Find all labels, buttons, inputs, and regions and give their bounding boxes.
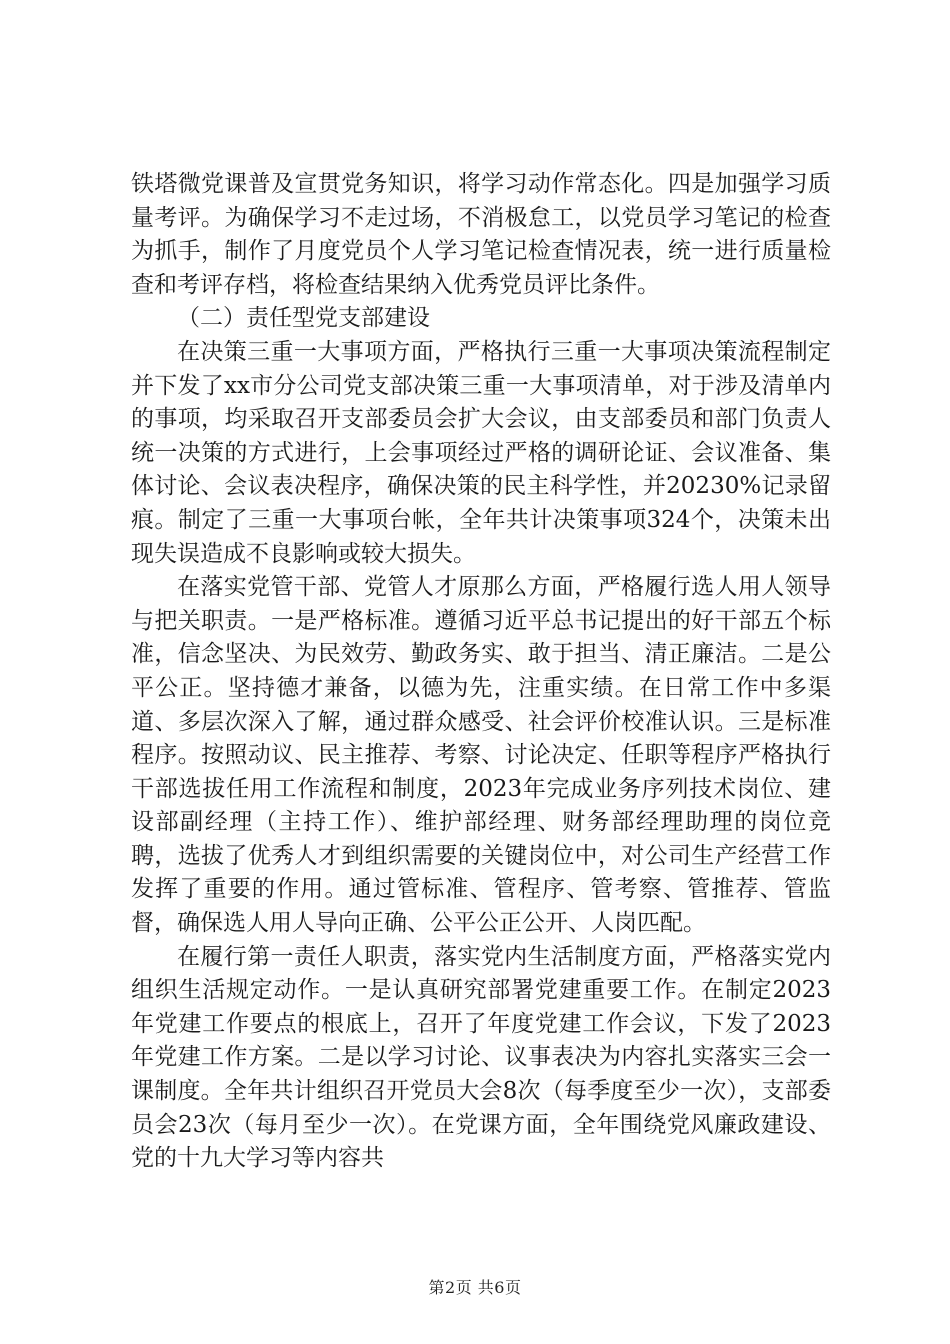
paragraph-party-life: 在履行第一责任人职责，落实党内生活制度方面，严格落实党内组织生活规定动作。一是认真研究部署党建重要工作。在制定2023年党建工作要点的根底上，召开了年度党建工作会议，下发了2023年党建工作方案。二是以学习讨论、议事表决为内容扎实落实三会一课制度。全年共计组织召开党员大会8次（每季度至少一次），支部委员会23次（每月至少一次）。在党课方面，全年围绕党风廉政建设、党的十九大学习等内容共 [131,943,831,1172]
page-number-footer: 第2页 共6页 [428,1278,522,1297]
document-body [131,168,831,1176]
paragraph-cadre-management: 在落实党管干部、党管人才原那么方面，严格履行选人用人领导与把关职责。一是严格标准。遵循习近平总书记提出的好干部五个标准，信念坚决、为民效劳、勤政务实、敢于担当、清正廉洁。二是公平公正。坚持德才兼备，以德为先，注重实绩。在日常工作中多渠道、多层次深入了解，通过群众感受、社会评价校准认识。三是标准程序。按照动议、民主推荐、考察、讨论决定、任职等程序严格执行干部选拔任用工作流程和制度，2023年完成业务序列技术岗位、建设部副经理（主持工作）、维护部经理、财务部经理助理的岗位竞聘，选拔了优秀人才到组织需要的关键岗位中，对公司生产经营工作发挥了重要的作用。通过管标准、管程序、管考察、管推荐、管监督，确保选人用人导向正确、公平公正公开、人岗匹配。 [131,574,831,937]
paragraph-continued: 铁塔微党课普及宣贯党务知识，将学习动作常态化。四是加强学习质量考评。为确保学习不走过场，不消极怠工，以党员学习笔记的检查为抓手，制作了月度党员个人学习笔记检查情况表，统一进行质量检查和考评存档，将检查结果纳入优秀党员评比条件。 [131,171,831,298]
paragraph-decisions: 在决策三重一大事项方面，严格执行三重一大事项决策流程制定并下发了xx市分公司党支部决策三重一大事项清单，对于涉及清单内的事项，均采取召开支部委员会扩大会议，由支部委员和部门负责人统一决策的方式进行，上会事项经过严格的调研论证、会议准备、集体讨论、会议表决程序，确保决策的民主科学性，并20230%记录留痕。制定了三重一大事项台帐，全年共计决策事项324个，决策未出现失误造成不良影响或较大损失。 [131,338,831,567]
section-heading: （二）责任型党支部建设 [177,305,430,332]
